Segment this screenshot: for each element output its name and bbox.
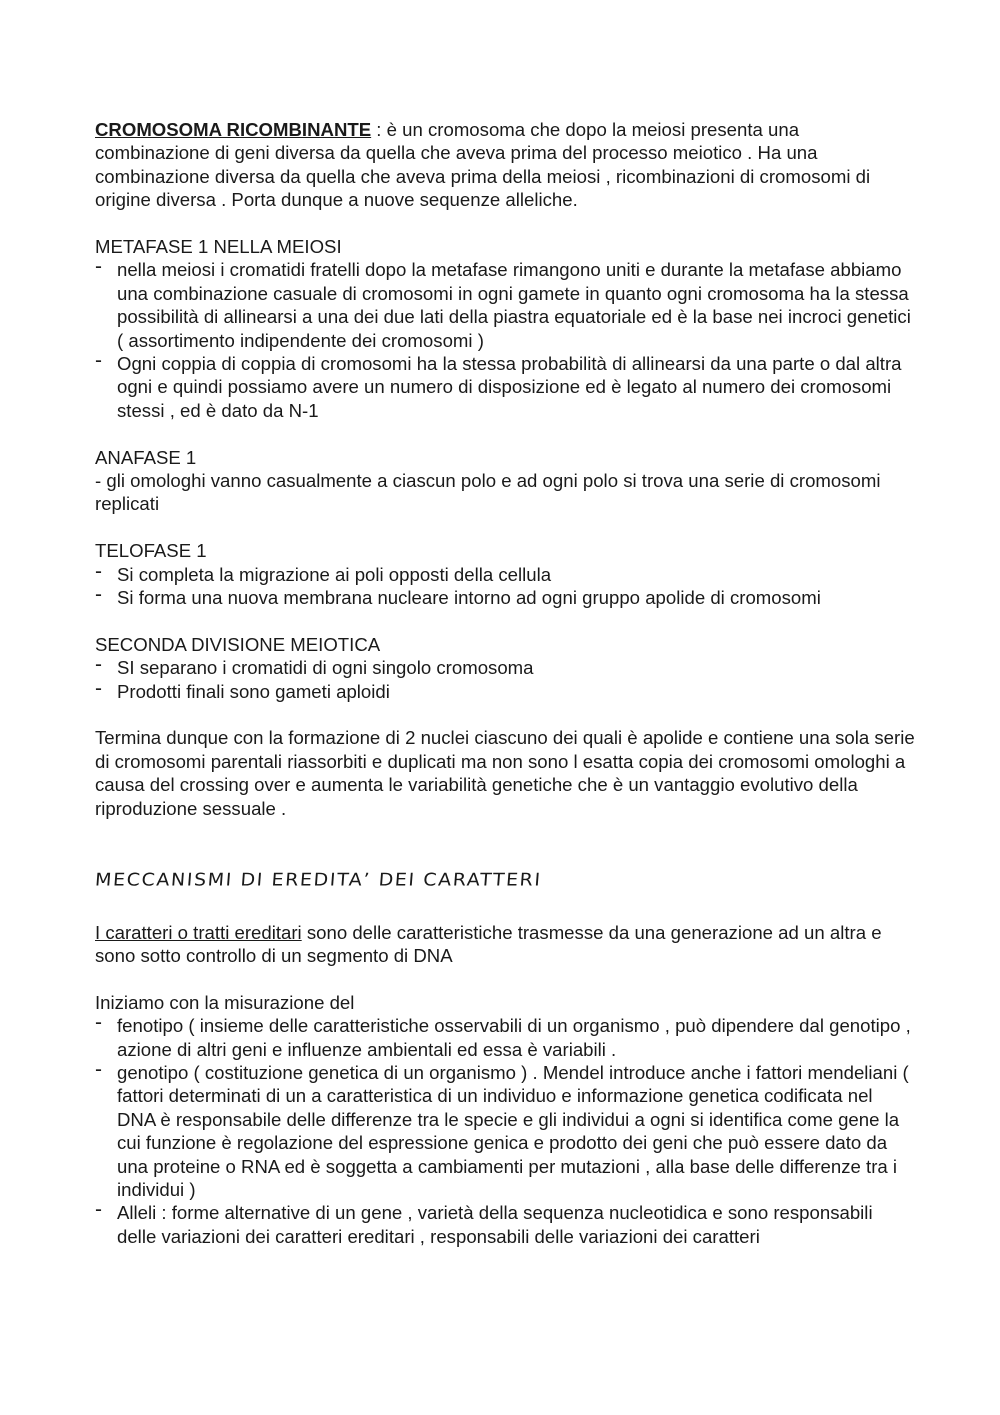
heading-telofase: TELOFASE 1 <box>95 540 207 562</box>
list-telofase <box>95 563 915 610</box>
heading-anafase: ANAFASE 1 <box>95 446 197 468</box>
caratteri-text: sono delle caratteristiche trasmesse da una generazione ad un altra e sono sotto controllo di un segmento di DNA <box>95 921 882 966</box>
list-item: - Si forma una nuova membrana nucleare intorno ad ogni gruppo apolide di cromosomi <box>95 586 915 609</box>
list-seconda-divisione <box>95 656 915 703</box>
paragraph-caratteri <box>95 921 915 968</box>
document-page <box>95 118 915 1248</box>
list-item: - fenotipo ( insieme delle caratteristiche osservabili di un organismo , può dipendere dal genotipo , azione di altri geni e influenze ambientali ed essa è variabili . <box>95 1014 915 1061</box>
term-caratteri-ereditari: I caratteri o tratti ereditari <box>95 921 302 943</box>
list-item: - Prodotti finali sono gameti aploidi <box>95 680 915 703</box>
list-metafase <box>95 258 915 422</box>
list-item: - Alleli : forme alternative di un gene , varietà della sequenza nucleotidica e sono responsabili delle variazioni dei caratteri ereditari , responsabili delle variazioni dei caratteri <box>95 1201 915 1248</box>
list-meccanismi <box>95 1014 915 1248</box>
term-cromosoma-ricombinante: CROMOSOMA RICOMBINANTE <box>95 119 372 140</box>
list-item: - genotipo ( costituzione genetica di un organismo ) . Mendel introduce anche i fattori mendeliani ( fattori determinati di un a caratteristica di un individuo e informazione genetica codificata nel DNA è responsabile delle differenze tra le specie e gli individui a ogni si identifica come gene la cui funzione è regolazione del espressione genica e prodotto dei geni che può essere dato da una proteine o RNA ed è soggetta a cambiamenti per mutazioni , alla base delle differenze tra i individui ) <box>95 1061 915 1201</box>
paragraph-lead: Iniziamo con la misurazione del <box>95 991 355 1013</box>
list-item: - nella meiosi i cromatidi fratelli dopo la metafase rimangono uniti e durante la metafase abbiamo una combinazione casuale di cromosomi in ogni gamete in quanto ogni cromosoma ha la stessa possibilità di allinearsi a una dei due lati della piastra equatoriale ed è la base nei incroci genetici ( assortimento indipendente dei cromosomi ) <box>95 258 915 352</box>
definition-text: : è un cromosoma che dopo la meiosi presenta una combinazione di geni diversa da quella che aveva prima del processo meiotico . Ha una combinazione diversa da quella che aveva prima della meiosi , ricombinazioni di cromosomi di origine diversa . Porta dunque a nuove sequenze alleliche. <box>95 119 871 211</box>
list-item: - Si completa la migrazione ai poli opposti della cellula <box>95 563 915 586</box>
list-item: - SI separano i cromatidi di ogni singolo cromosoma <box>95 656 915 679</box>
paragraph-termina: Termina dunque con la formazione di 2 nuclei ciascuno dei quali è apolide e contiene una sola serie di cromosomi parentali riassorbiti e duplicati ma non sono l esatta copia dei cromosomi omologhi a causa del crossing over e aumenta le variabilità genetiche che è un vantaggio evolutivo della riproduzione sessuale . <box>95 727 915 819</box>
paragraph-cromosoma-ricombinante <box>95 118 915 212</box>
paragraph-anafase: - gli omologhi vanno casualmente a ciascun polo e ad ogni polo si trova una serie di cromosomi replicati <box>95 470 881 515</box>
heading-seconda-divisione: SECONDA DIVISIONE MEIOTICA <box>95 633 381 655</box>
list-item: - Ogni coppia di coppia di cromosomi ha la stessa probabilità di allinearsi da una parte o dal altra ogni e quindi possiamo avere un numero di disposizione ed è legato al numero dei cromosomi stessi , ed è dato da N-1 <box>95 352 915 422</box>
section-title-meccanismi: MECCANISMI DI EREDITA’ DEI CARATTERI <box>94 870 543 891</box>
heading-metafase: METAFASE 1 NELLA MEIOSI <box>95 236 342 258</box>
